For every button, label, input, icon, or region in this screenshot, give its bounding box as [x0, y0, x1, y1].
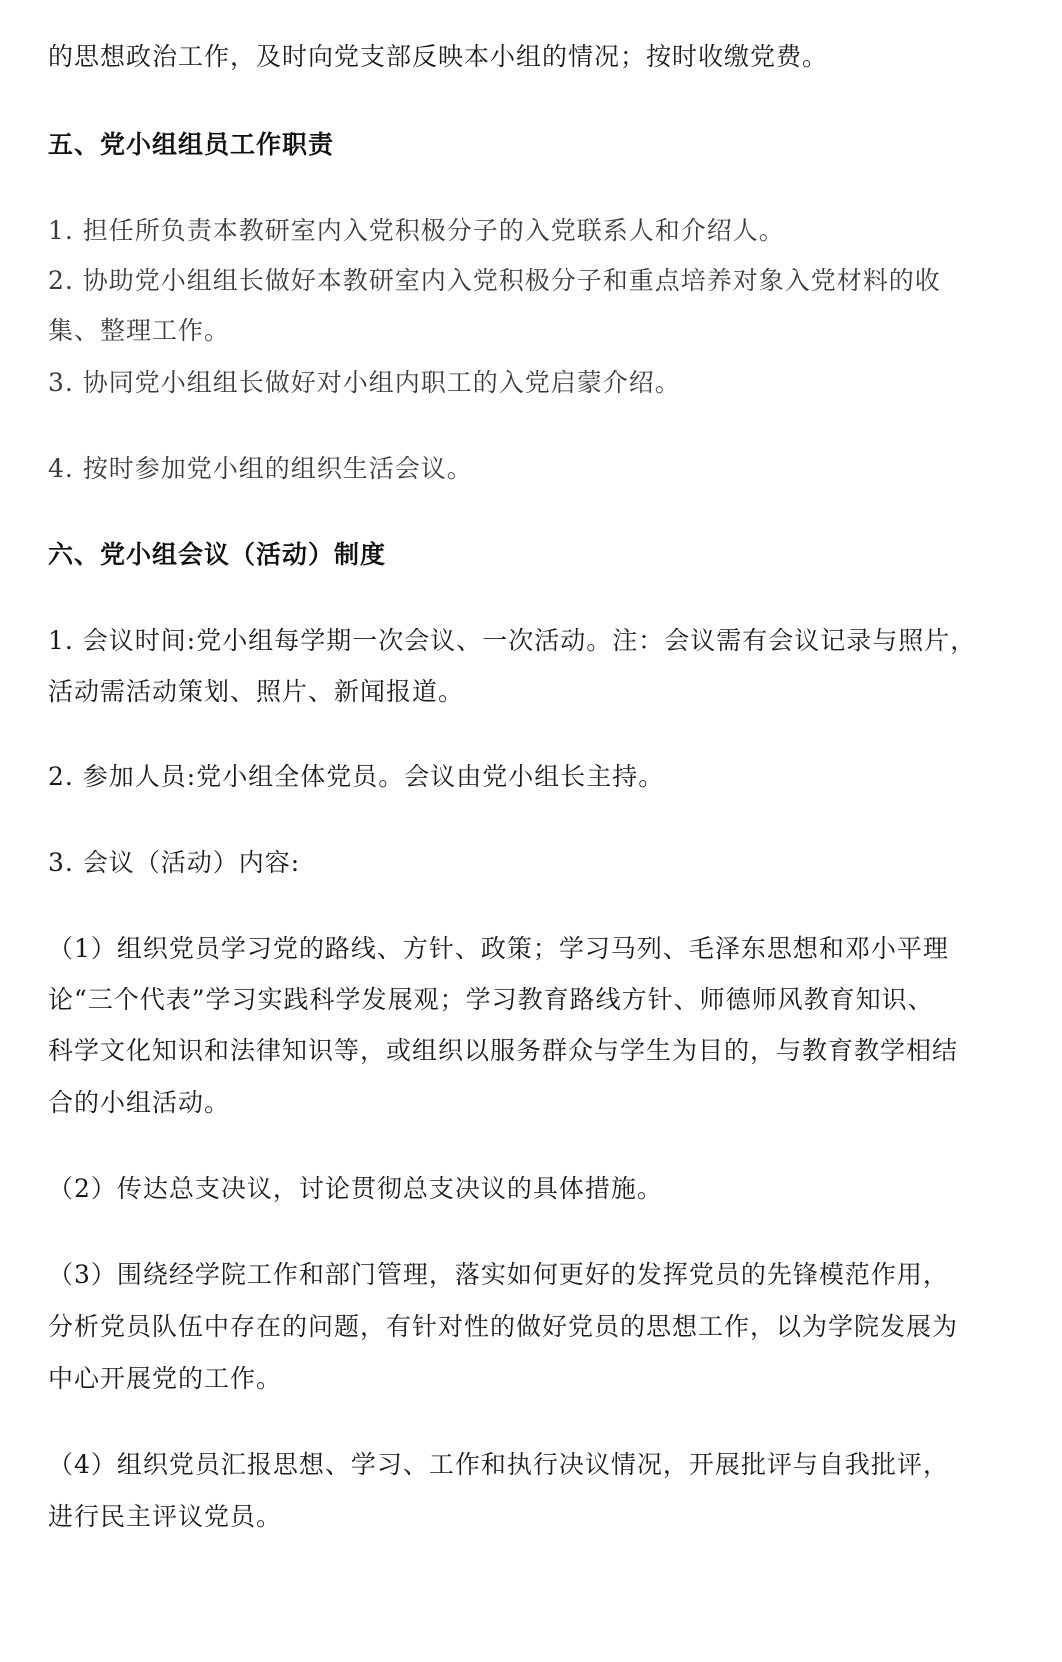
paragraph-line: 论“三个代表”学习实践科学发展观；学习教育路线方针、师德师风教育知识、 — [48, 985, 934, 1014]
list-item-line: 集、整理工作。 — [48, 316, 231, 345]
paragraph-line: （2）传达总支决议，讨论贯彻总支决议的具体措施。 — [48, 1174, 663, 1203]
list-item-line: 4. 按时参加党小组的组织生活会议。 — [48, 454, 473, 483]
paragraph-line: 2. 参加人员:党小组全体党员。会议由党小组长主持。 — [48, 762, 665, 791]
paragraph-line: 进行民主评议党员。 — [48, 1502, 283, 1531]
paragraph-line: 的思想政治工作，及时向党支部反映本小组的情况；按时收缴党费。 — [48, 42, 829, 71]
paragraph-line: 分析党员队伍中存在的问题，有针对性的做好党员的思想工作，以为学院发展为 — [48, 1312, 959, 1341]
paragraph-line: 1. 会议时间:党小组每学期一次会议、一次活动。注：会议需有会议记录与照片， — [48, 626, 977, 655]
paragraph-line: 合的小组活动。 — [48, 1088, 231, 1117]
paragraph-line: 科学文化知识和法律知识等，或组织以服务群众与学生为目的，与教育教学相结 — [48, 1036, 959, 1065]
list-item-line: 3. 协同党小组组长做好对小组内职工的入党启蒙介绍。 — [48, 368, 681, 397]
paragraph-line: （4）组织党员汇报思想、学习、工作和执行决议情况，开展批评与自我批评， — [48, 1450, 949, 1479]
paragraph-line: （1）组织党员学习党的路线、方针、政策；学习马列、毛泽东思想和邓小平理 — [48, 934, 949, 963]
list-item-line: 2. 协助党小组组长做好本教研室内入党积极分子和重点培养对象入党材料的收 — [48, 266, 941, 295]
paragraph-line: （3）围绕经学院工作和部门管理，落实如何更好的发挥党员的先锋模范作用， — [48, 1260, 949, 1289]
paragraph-line: 活动需活动策划、照片、新闻报道。 — [48, 677, 465, 706]
section-heading-6: 六、党小组会议（活动）制度 — [48, 540, 387, 569]
paragraph-line: 中心开展党的工作。 — [48, 1364, 283, 1393]
paragraph-line: 3. 会议（活动）内容: — [48, 848, 301, 877]
section-heading-5: 五、党小组组员工作职责 — [48, 130, 335, 159]
list-item-line: 1. 担任所负责本教研室内入党积极分子的入党联系人和介绍人。 — [48, 216, 785, 245]
